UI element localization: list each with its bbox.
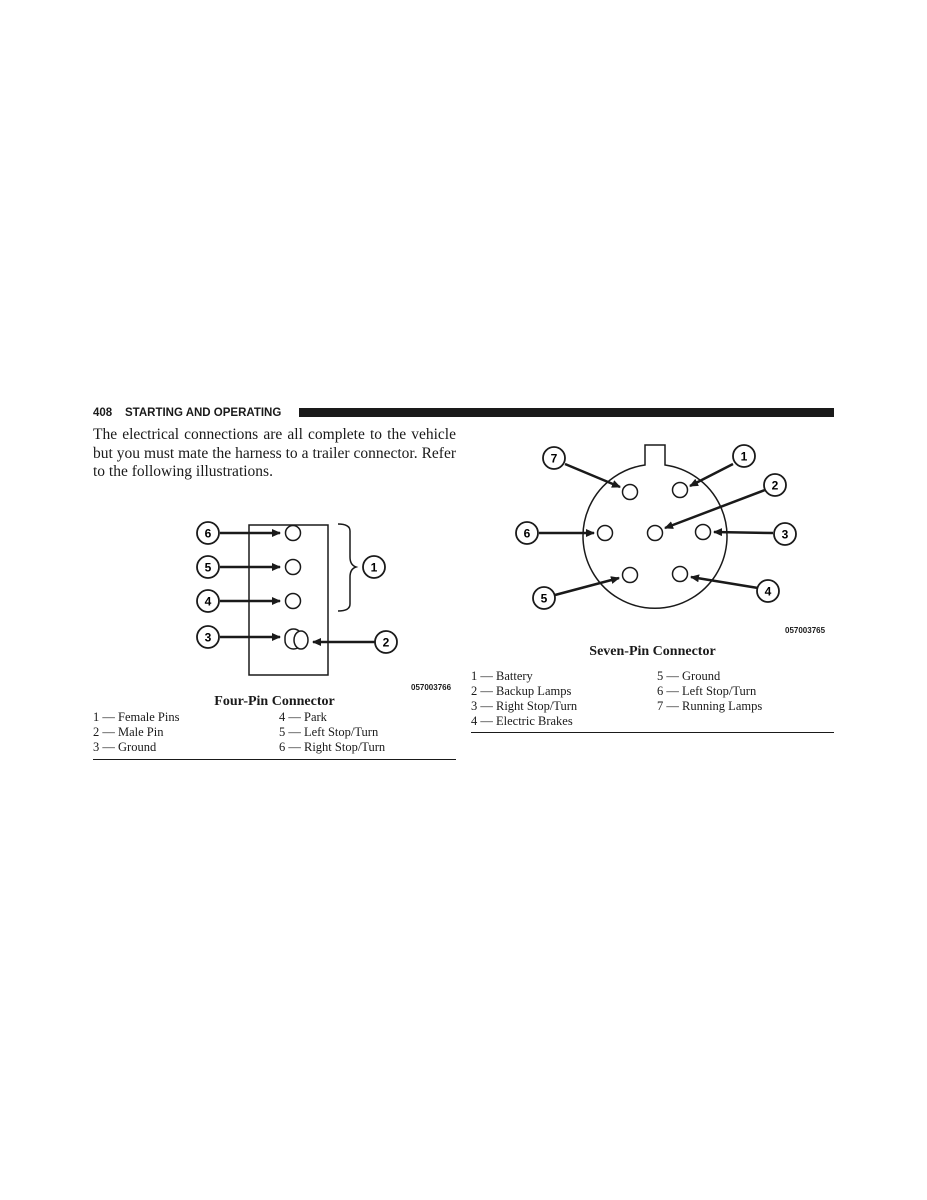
- callout-4-label: 4: [764, 584, 772, 599]
- callout-5: [533, 587, 555, 609]
- intro-paragraph: The electrical connections are all complete to the vehicle but you must mate the harness to a trailer connector. Refer to the following illustrations.: [93, 426, 456, 480]
- legend-item: 4 — Electric Brakes: [471, 714, 573, 728]
- page-header: [93, 406, 834, 420]
- legend-item: 5 — Left Stop/Turn: [279, 725, 379, 739]
- pin-4: [673, 567, 688, 582]
- legend-item: 7 — Running Lamps: [657, 699, 763, 713]
- seven-pin-legend-rule: [471, 732, 834, 733]
- pin-5: [623, 568, 638, 583]
- legend-item: 1 — Female Pins: [93, 710, 180, 724]
- callout-5-label: 5: [540, 591, 548, 606]
- header-bar: [299, 408, 834, 417]
- callout-1-label: 1: [370, 560, 378, 575]
- legend-item: 4 — Park: [279, 710, 327, 724]
- callout-3: [197, 626, 219, 648]
- pin-3: [696, 525, 711, 540]
- callout-3-label: 3: [204, 630, 212, 645]
- callout-1: [363, 556, 385, 578]
- callout-6: [516, 522, 538, 544]
- four-pin-legend: [93, 710, 456, 755]
- pin-male: [285, 629, 308, 649]
- callout-3-label: 3: [781, 527, 789, 542]
- legend-item: 5 — Ground: [657, 669, 721, 683]
- callout-4: [757, 580, 779, 602]
- callout-3: [774, 523, 796, 545]
- pin-6: [598, 526, 613, 541]
- callout-7-label: 7: [550, 451, 558, 466]
- legend-item: 6 — Right Stop/Turn: [279, 740, 386, 754]
- pin-female-5: [286, 560, 301, 575]
- callout-2-label: 2: [771, 478, 779, 493]
- seven-pin-figure-id: 057003765: [785, 626, 826, 635]
- legend-item: 3 — Right Stop/Turn: [471, 699, 578, 713]
- four-pin-legend-rule: [93, 759, 456, 760]
- four-pin-connector-diagram: [190, 515, 405, 680]
- callout-1-label: 1: [740, 449, 748, 464]
- pin-7: [623, 485, 638, 500]
- callout-2: [764, 474, 786, 496]
- callout-5: [197, 556, 219, 578]
- legend-item: 3 — Ground: [93, 740, 157, 754]
- callout-7: [543, 447, 565, 469]
- callout-2: [375, 631, 397, 653]
- callout-6-label: 6: [523, 526, 531, 541]
- callout-2-label: 2: [382, 635, 390, 650]
- legend-item: 1 — Battery: [471, 669, 533, 683]
- legend-item: 6 — Left Stop/Turn: [657, 684, 757, 698]
- callout-6: [197, 522, 219, 544]
- four-pin-figure-id: 057003766: [411, 683, 452, 692]
- legend-item: 2 — Backup Lamps: [471, 684, 572, 698]
- bracket: [338, 524, 356, 611]
- callout-5-label: 5: [204, 560, 212, 575]
- legend-item: [657, 714, 834, 729]
- page-number: 408: [93, 407, 113, 419]
- pin-1: [673, 483, 688, 498]
- callout-6-label: 6: [204, 526, 212, 541]
- callout-4-label: 4: [204, 594, 212, 609]
- seven-pin-caption: Seven-Pin Connector: [589, 644, 716, 659]
- legend-item: 2 — Male Pin: [93, 725, 164, 739]
- pin-2: [648, 526, 663, 541]
- callout-1: [733, 445, 755, 467]
- pin-female-6: [286, 526, 301, 541]
- seven-pin-legend: [471, 669, 834, 729]
- seven-pin-connector-diagram: [505, 440, 805, 615]
- four-pin-caption: Four-Pin Connector: [214, 694, 335, 709]
- pin-female-4: [286, 594, 301, 609]
- section-title: STARTING AND OPERATING: [125, 407, 282, 419]
- callout-4: [197, 590, 219, 612]
